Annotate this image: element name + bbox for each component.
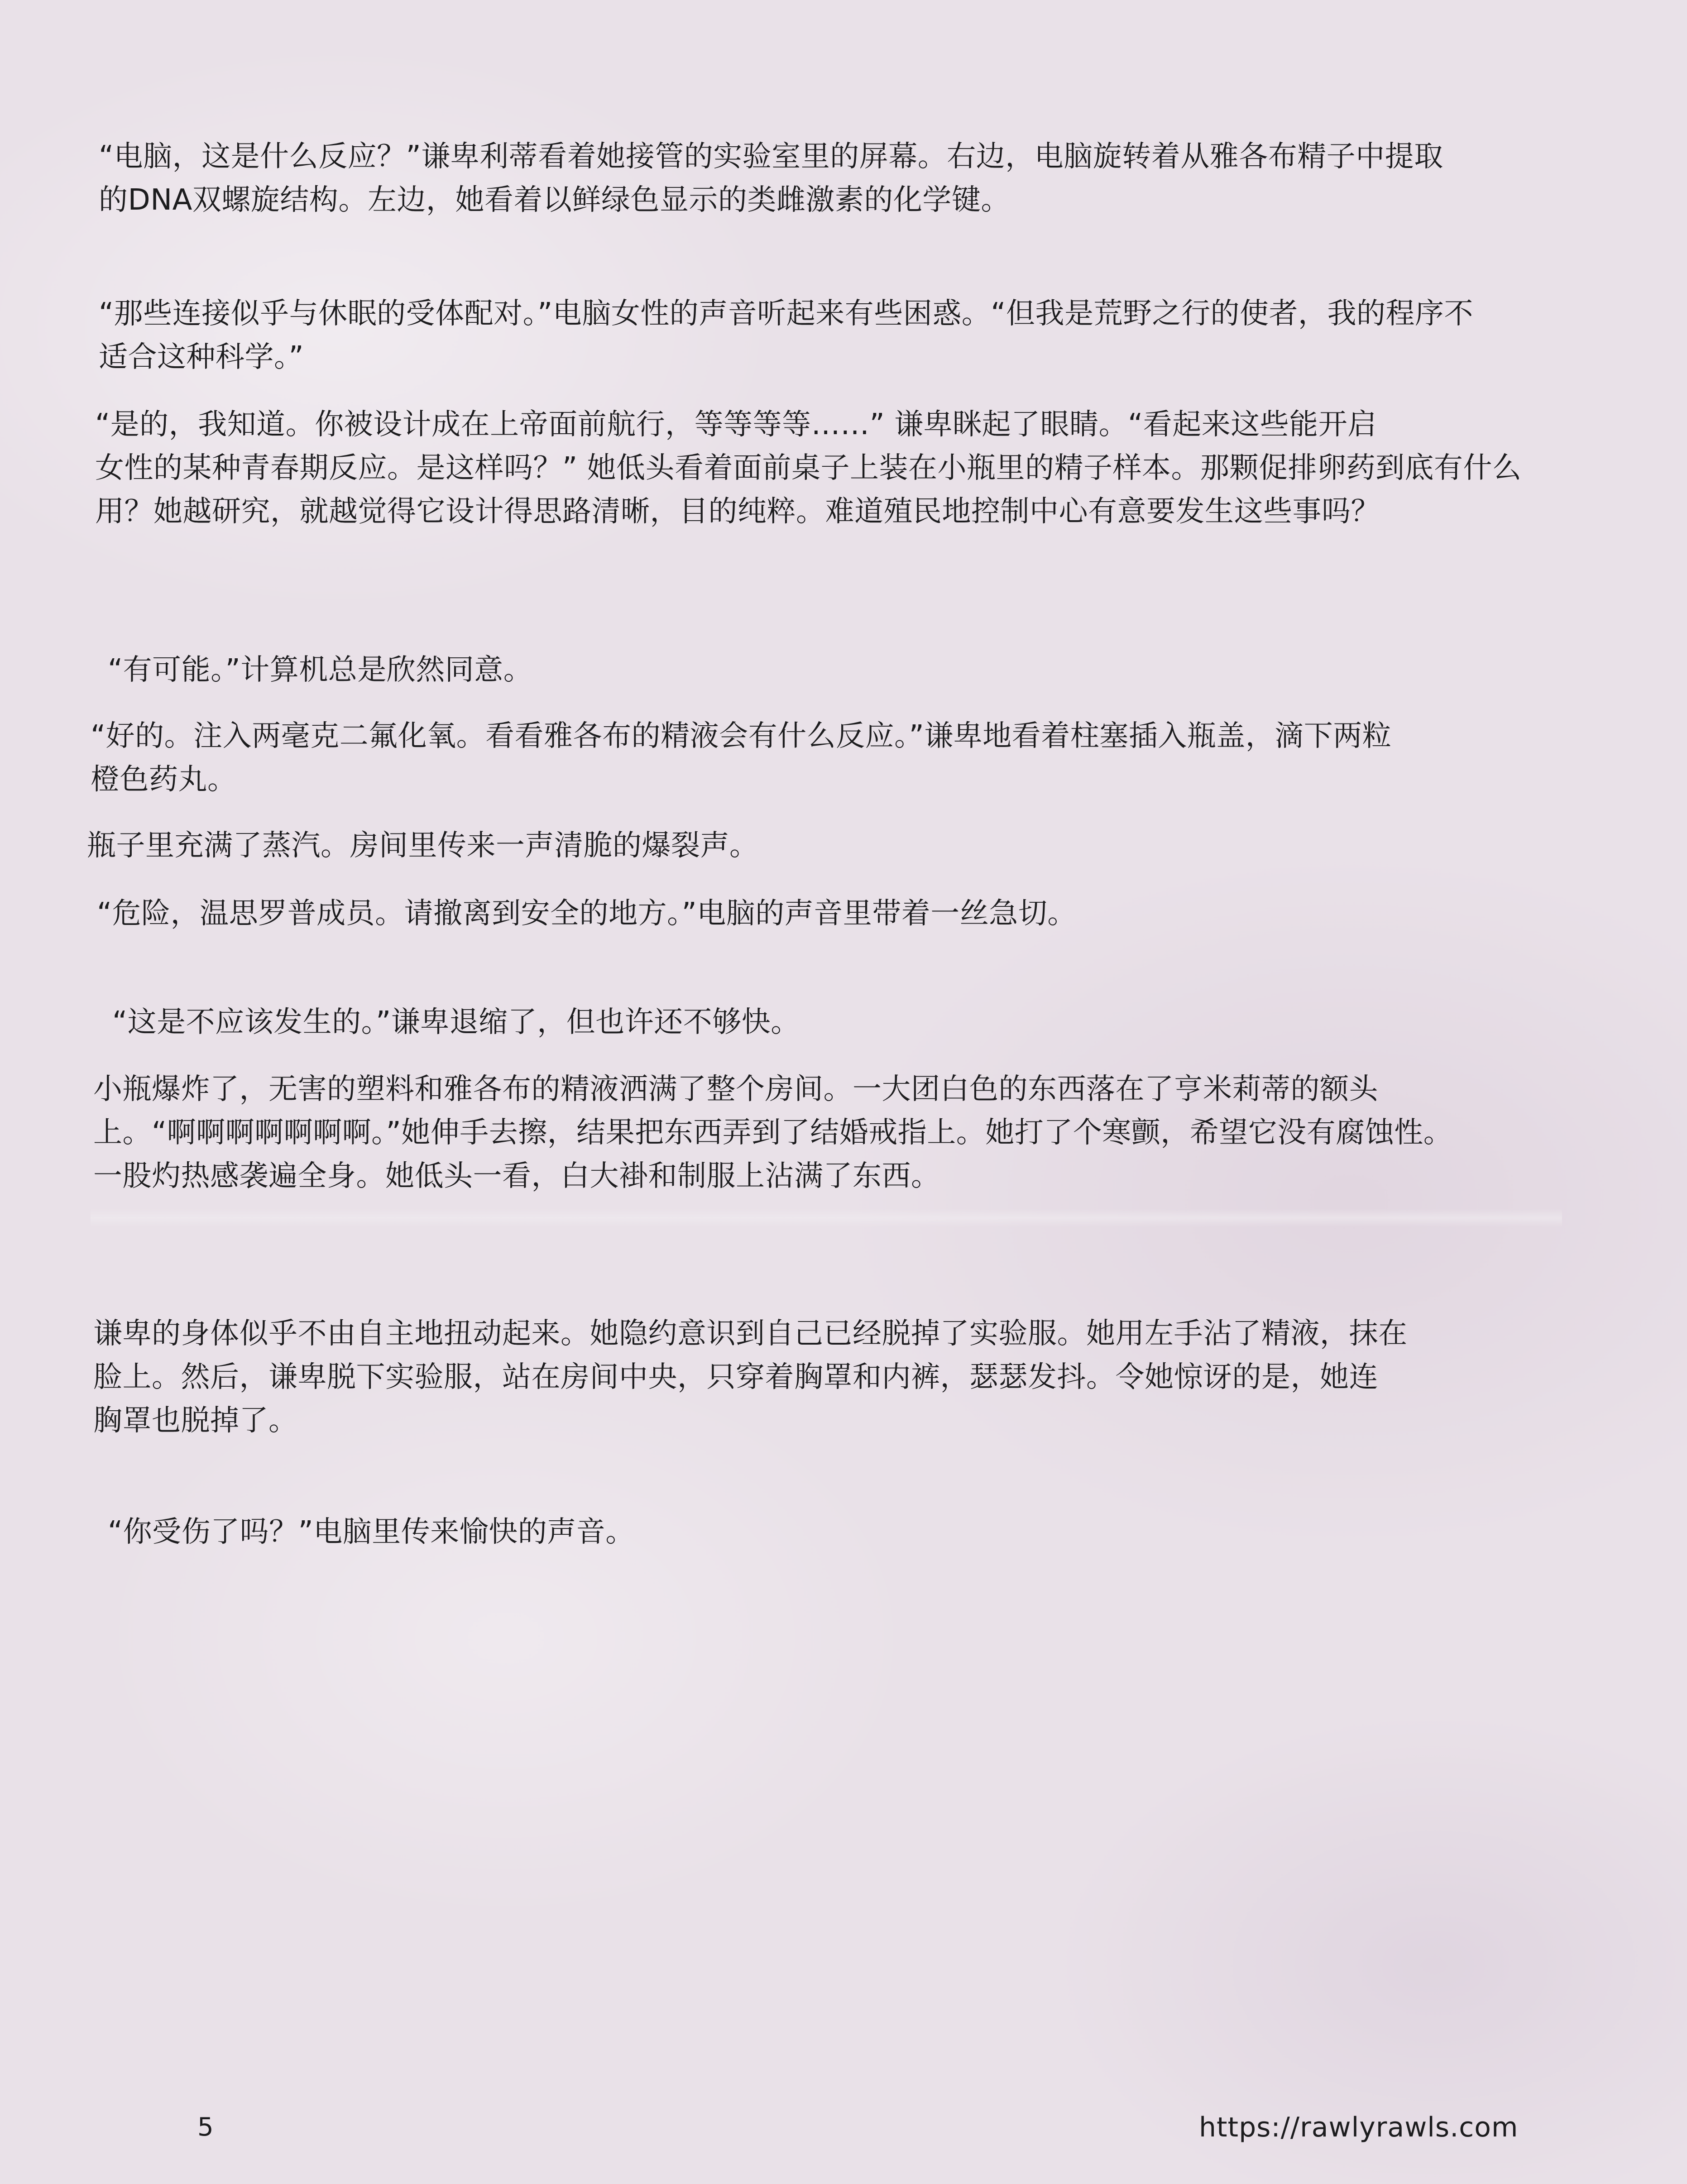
paragraph-line: 用？她越研究，就越觉得它设计得思路清晰，目的纯粹。难道殖民地控制中心有意要发生这些事吗？ — [95, 495, 1380, 528]
paragraph-11 — [108, 1510, 1575, 1554]
scan-smudge — [91, 1209, 1562, 1227]
paragraph-5 — [91, 714, 1558, 801]
paragraph-line: 女性的某种青春期反应。是这样吗？” 她低头看着面前桌子上装在小瓶里的精子样本。那颗促排卵药到底有什么 — [95, 451, 1522, 485]
paragraph-line: “是的，我知道。你被设计成在上帝面前航行，等等等等……” 谦卑眯起了眼睛。“看起来这些能开启 — [95, 408, 1377, 441]
paragraph-line: 适合这种科学。” — [99, 340, 304, 374]
paragraph-7 — [97, 892, 1564, 935]
paragraph-9 — [93, 1068, 1560, 1198]
paragraph-line: “这是不应该发生的。”谦卑退缩了，但也许还不够快。 — [112, 1006, 800, 1039]
page-number: 5 — [197, 2112, 214, 2142]
paragraph-line: 谦卑的身体似乎不由自主地扭动起来。她隐约意识到自己已经脱掉了实验服。她用左手沾了精液，抹在 — [93, 1317, 1408, 1351]
paragraph-line: “危险，温思罗普成员。请撤离到安全的地方。”电脑的声音里带着一丝急切。 — [97, 897, 1077, 930]
paragraph-line: “电脑，这是什么反应？”谦卑利蒂看着她接管的实验室里的屏幕。右边，电脑旋转着从雅各布精子中提取 — [99, 140, 1443, 173]
paragraph-line: 瓶子里充满了蒸汽。房间里传来一声清脆的爆裂声。 — [87, 829, 759, 862]
footer-url-link[interactable]: https://rawlyrawls.com — [1199, 2112, 1519, 2143]
paragraph-line: 小瓶爆炸了，无害的塑料和雅各布的精液洒满了整个房间。一大团白色的东西落在了亨米莉蒂的额头 — [93, 1073, 1378, 1106]
paragraph-line: 的DNA双螺旋结构。左边，她看着以鲜绿色显示的类雌激素的化学键。 — [99, 183, 1010, 217]
paragraph-1 — [99, 135, 1566, 222]
paragraph-line: “有可能。”计算机总是欣然同意。 — [108, 653, 533, 687]
paragraph-line: 胸罩也脱掉了。 — [93, 1404, 298, 1437]
paragraph-line: “你受伤了吗？”电脑里传来愉快的声音。 — [108, 1515, 635, 1549]
paragraph-6 — [87, 824, 1554, 867]
paragraph-4 — [108, 648, 1575, 692]
paragraph-line: 一股灼热感袭遍全身。她低头一看，白大褂和制服上沾满了东西。 — [93, 1159, 940, 1193]
paragraph-line: “那些连接似乎与休眠的受体配对。”电脑女性的声音听起来有些困惑。“但我是荒野之行的使者，我的程序不 — [99, 297, 1473, 330]
paragraph-10 — [93, 1312, 1560, 1442]
paragraph-line: “好的。注入两毫克二氟化氧。看看雅各布的精液会有什么反应。”谦卑地看着柱塞插入瓶盖，滴下两粒 — [91, 719, 1392, 753]
paragraph-line: 橙色药丸。 — [91, 763, 237, 796]
paragraph-8 — [112, 1001, 1579, 1044]
paragraph-line: 上。“啊啊啊啊啊啊啊。”她伸手去擦，结果把东西弄到了结婚戒指上。她打了个寒颤，希望它没有腐蚀性。 — [93, 1116, 1453, 1149]
paragraph-2 — [99, 292, 1566, 379]
paragraph-line: 脸上。然后，谦卑脱下实验服，站在房间中央，只穿着胸罩和内裤，瑟瑟发抖。令她惊讶的是，她连 — [93, 1360, 1378, 1394]
paragraph-3 — [95, 403, 1562, 533]
